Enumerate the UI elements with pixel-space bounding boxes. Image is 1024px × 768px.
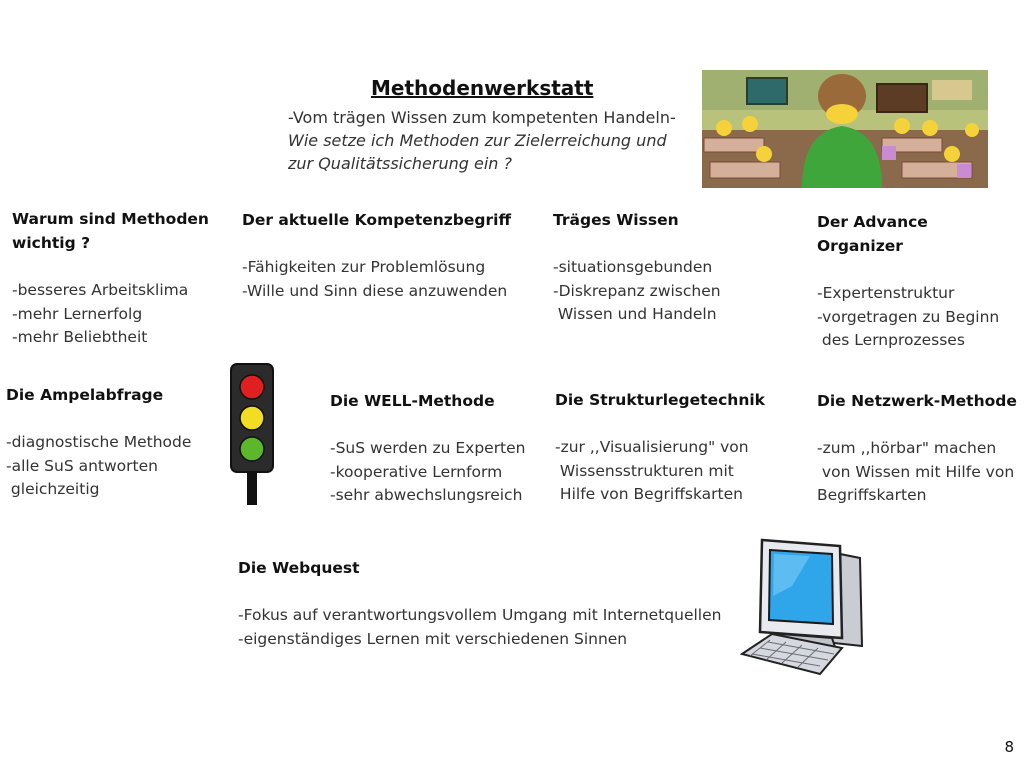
- bullet-line: des Lernprozesses: [817, 331, 965, 349]
- bullet-line: -vorgetragen zu Beginn: [817, 307, 1000, 326]
- subtitle-question-line: zur Qualitätssicherung ein ?: [288, 154, 512, 173]
- bullet-line: Begriffskarten: [817, 486, 927, 504]
- bullet-line: -situationsgebunden: [553, 258, 713, 276]
- section-heading: Die Strukturlegetechnik: [555, 391, 765, 409]
- section-heading: Die Ampelabfrage: [6, 386, 164, 404]
- section-netzwerk-methode: [817, 389, 1022, 508]
- bullet-line: -sehr abwechslungsreich: [330, 486, 523, 504]
- section-heading: Die Webquest: [238, 559, 360, 577]
- bullet-line: -Expertenstruktur: [817, 284, 955, 302]
- bullet-line: gleichzeitig: [6, 480, 100, 498]
- section-heading: Warum sind Methoden wichtig ?: [12, 210, 209, 252]
- bullet-line: -kooperative Lernform: [330, 462, 503, 481]
- section-kompetenzbegriff: [242, 208, 542, 303]
- section-heading: Der Advance Organizer: [817, 213, 928, 255]
- subtitle-question-line: Wie setze ich Methoden zur Zielerreichung und: [288, 131, 667, 150]
- bullet-line: -diagnostische Methode: [6, 433, 192, 451]
- bullet-line: -alle SuS antworten: [6, 456, 158, 475]
- section-heading: Die Netzwerk-Methode: [817, 392, 1017, 410]
- traffic-light-icon: [230, 363, 274, 505]
- bullet-line: Wissensstrukturen mit: [555, 461, 734, 480]
- section-webquest: [238, 556, 738, 651]
- bullet-line: -zum ,,hörbar" machen: [817, 439, 997, 457]
- section-warum: [12, 207, 222, 350]
- bullet-line: -Wille und Sinn diese anzuwenden: [242, 281, 508, 300]
- section-ampelabfrage: [6, 383, 216, 502]
- bullet-line: -SuS werden zu Experten: [330, 439, 526, 457]
- section-heading: Der aktuelle Kompetenzbegriff: [242, 211, 512, 229]
- bullet-line: von Wissen mit Hilfe von: [817, 462, 1015, 481]
- section-strukturlegetechnik: [555, 388, 795, 507]
- section-advance-organizer: [817, 210, 1017, 353]
- classroom-illustration: [702, 70, 988, 188]
- bullet-line: -mehr Lernerfolg: [12, 304, 143, 323]
- section-heading: Träges Wissen: [553, 211, 679, 229]
- bullet-line: Hilfe von Begriffskarten: [555, 485, 743, 503]
- bullet-line: -besseres Arbeitsklima: [12, 281, 189, 299]
- bullet-line: -zur ,,Visualisierung" von: [555, 438, 749, 456]
- bullet-line: -Fähigkeiten zur Problemlösung: [242, 258, 486, 276]
- section-traeges-wissen: [553, 208, 773, 327]
- section-well-methode: [330, 389, 550, 508]
- computer-icon: [740, 536, 880, 676]
- bullet-line: -Diskrepanz zwischen: [553, 281, 721, 300]
- bullet-line: -eigenständiges Lernen mit verschiedenen Sinnen: [238, 629, 628, 648]
- slide-subtitle: [288, 106, 676, 175]
- section-heading: Die WELL-Methode: [330, 392, 495, 410]
- bullet-line: -mehr Beliebtheit: [12, 328, 148, 346]
- subtitle-line: -Vom trägen Wissen zum kompetenten Handeln-: [288, 108, 676, 127]
- bullet-line: -Fokus auf verantwortungsvollem Umgang mit Internetquellen: [238, 606, 722, 624]
- page-number: 8: [1004, 738, 1014, 756]
- slide-title: Methodenwerkstatt: [371, 76, 594, 100]
- bullet-line: Wissen und Handeln: [553, 305, 717, 323]
